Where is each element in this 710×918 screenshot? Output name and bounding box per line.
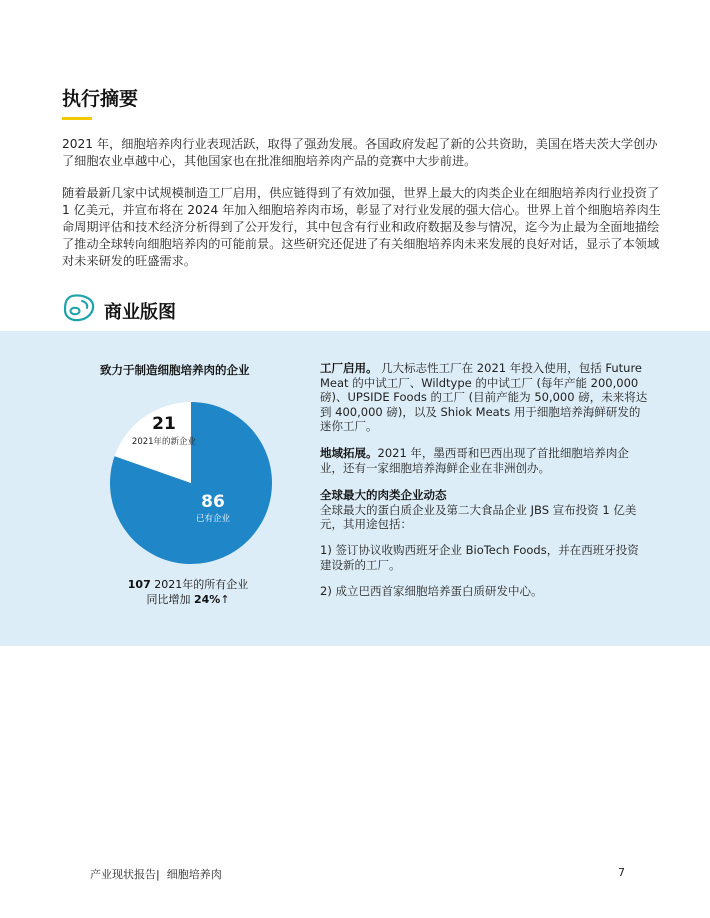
growth-value: 24%	[193, 593, 221, 606]
footer-report: 产业现状报告	[90, 868, 156, 881]
regional-expansion-text: 2021 年，墨西哥和巴西出现了首批细胞培养肉企业，还有一家细胞培养海鲜企业在非洲创办。	[320, 446, 629, 475]
pie-chart	[108, 400, 274, 566]
summary-paragraph-1: 2021 年，细胞培养肉行业表现活跃，取得了强劲发展。各国政府发起了新的公共资助，美国在塔夫茨大学创办了细胞农业卓越中心，其他国家也在批准细胞培养肉产品的竞赛中大步前进。	[62, 137, 658, 168]
regional-expansion-heading: 地域拓展。	[320, 446, 378, 460]
total-value: 107	[127, 578, 151, 591]
factory-launch-paragraph	[320, 361, 650, 434]
factory-launch-heading: 工厂启用。	[320, 361, 378, 375]
footer-topic: 细胞培养肉	[166, 868, 222, 881]
title-underline	[62, 117, 92, 120]
chart-title: 致力于制造细胞培养肉的企业	[100, 363, 250, 377]
total-caption	[88, 577, 288, 592]
meat-company-block	[320, 488, 650, 532]
meat-company-heading: 全球最大的肉类企业动态	[320, 488, 447, 502]
page-title: 执行摘要	[62, 88, 139, 110]
total-label: 2021年的所有企业	[154, 578, 249, 591]
page-number: 7	[618, 866, 625, 879]
growth-caption	[88, 592, 288, 607]
use-item-1: 1) 签订协议收购西班牙企业 BioTech Foods，并在西班牙投资建设新的工厂。	[320, 543, 639, 572]
meat-company-text: 全球最大的蛋白质企业及第二大食品企业 JBS 宣布投资 1 亿美元，其用途包括：	[320, 502, 637, 531]
growth-label: 同比增加	[146, 593, 191, 606]
new-companies-label-line1: 2021年的新企业	[131, 437, 197, 447]
new-companies-value: 21	[152, 414, 176, 434]
footer-separator: |	[156, 868, 160, 881]
existing-companies-label: 已有企业	[195, 514, 231, 524]
section-title: 商业版图	[104, 302, 176, 323]
existing-companies-value: 86	[201, 492, 225, 512]
summary-paragraph-2: 随着最新几家中试规模制造工厂启用，供应链得到了有效加强，世界上最大的肉类企业在细胞培养肉行业投资了 1 亿美元，并宣布将在 2024 年加入细胞培养肉市场，彰显了对行业发展的强大信心。世界上首个细胞培养肉生命周期评估和技术经济分析得到了公开发行，其中包含有行业和政府数据及参与情况，迄今为止最为全面地描绘了推动全球转向细胞培养肉的可能前景。这些研究还促进了有关细胞培养肉未来发展的良好对话，显示了本领域对未来研发的旺盛需求。	[62, 186, 661, 268]
factory-launch-text: 几大标志性工厂在 2021 年投入使用，包括 Future Meat 的中试工厂、Wildtype 的中试工厂 (每年产能 200,000 磅)、UPSIDE Foods 的工厂 (目前产能为 50,000 磅，未来将达到 400,000 磅)，以及 Shiok Meats 用于细胞培养海鲜研发的迷你工厂。	[320, 361, 648, 433]
footer-title	[90, 866, 222, 882]
regional-expansion-paragraph	[320, 446, 650, 475]
steak-icon	[62, 292, 96, 324]
use-item-2: 2) 成立巴西首家细胞培养蛋白质研发中心。	[320, 584, 543, 598]
up-arrow-icon: ↑	[220, 593, 230, 606]
